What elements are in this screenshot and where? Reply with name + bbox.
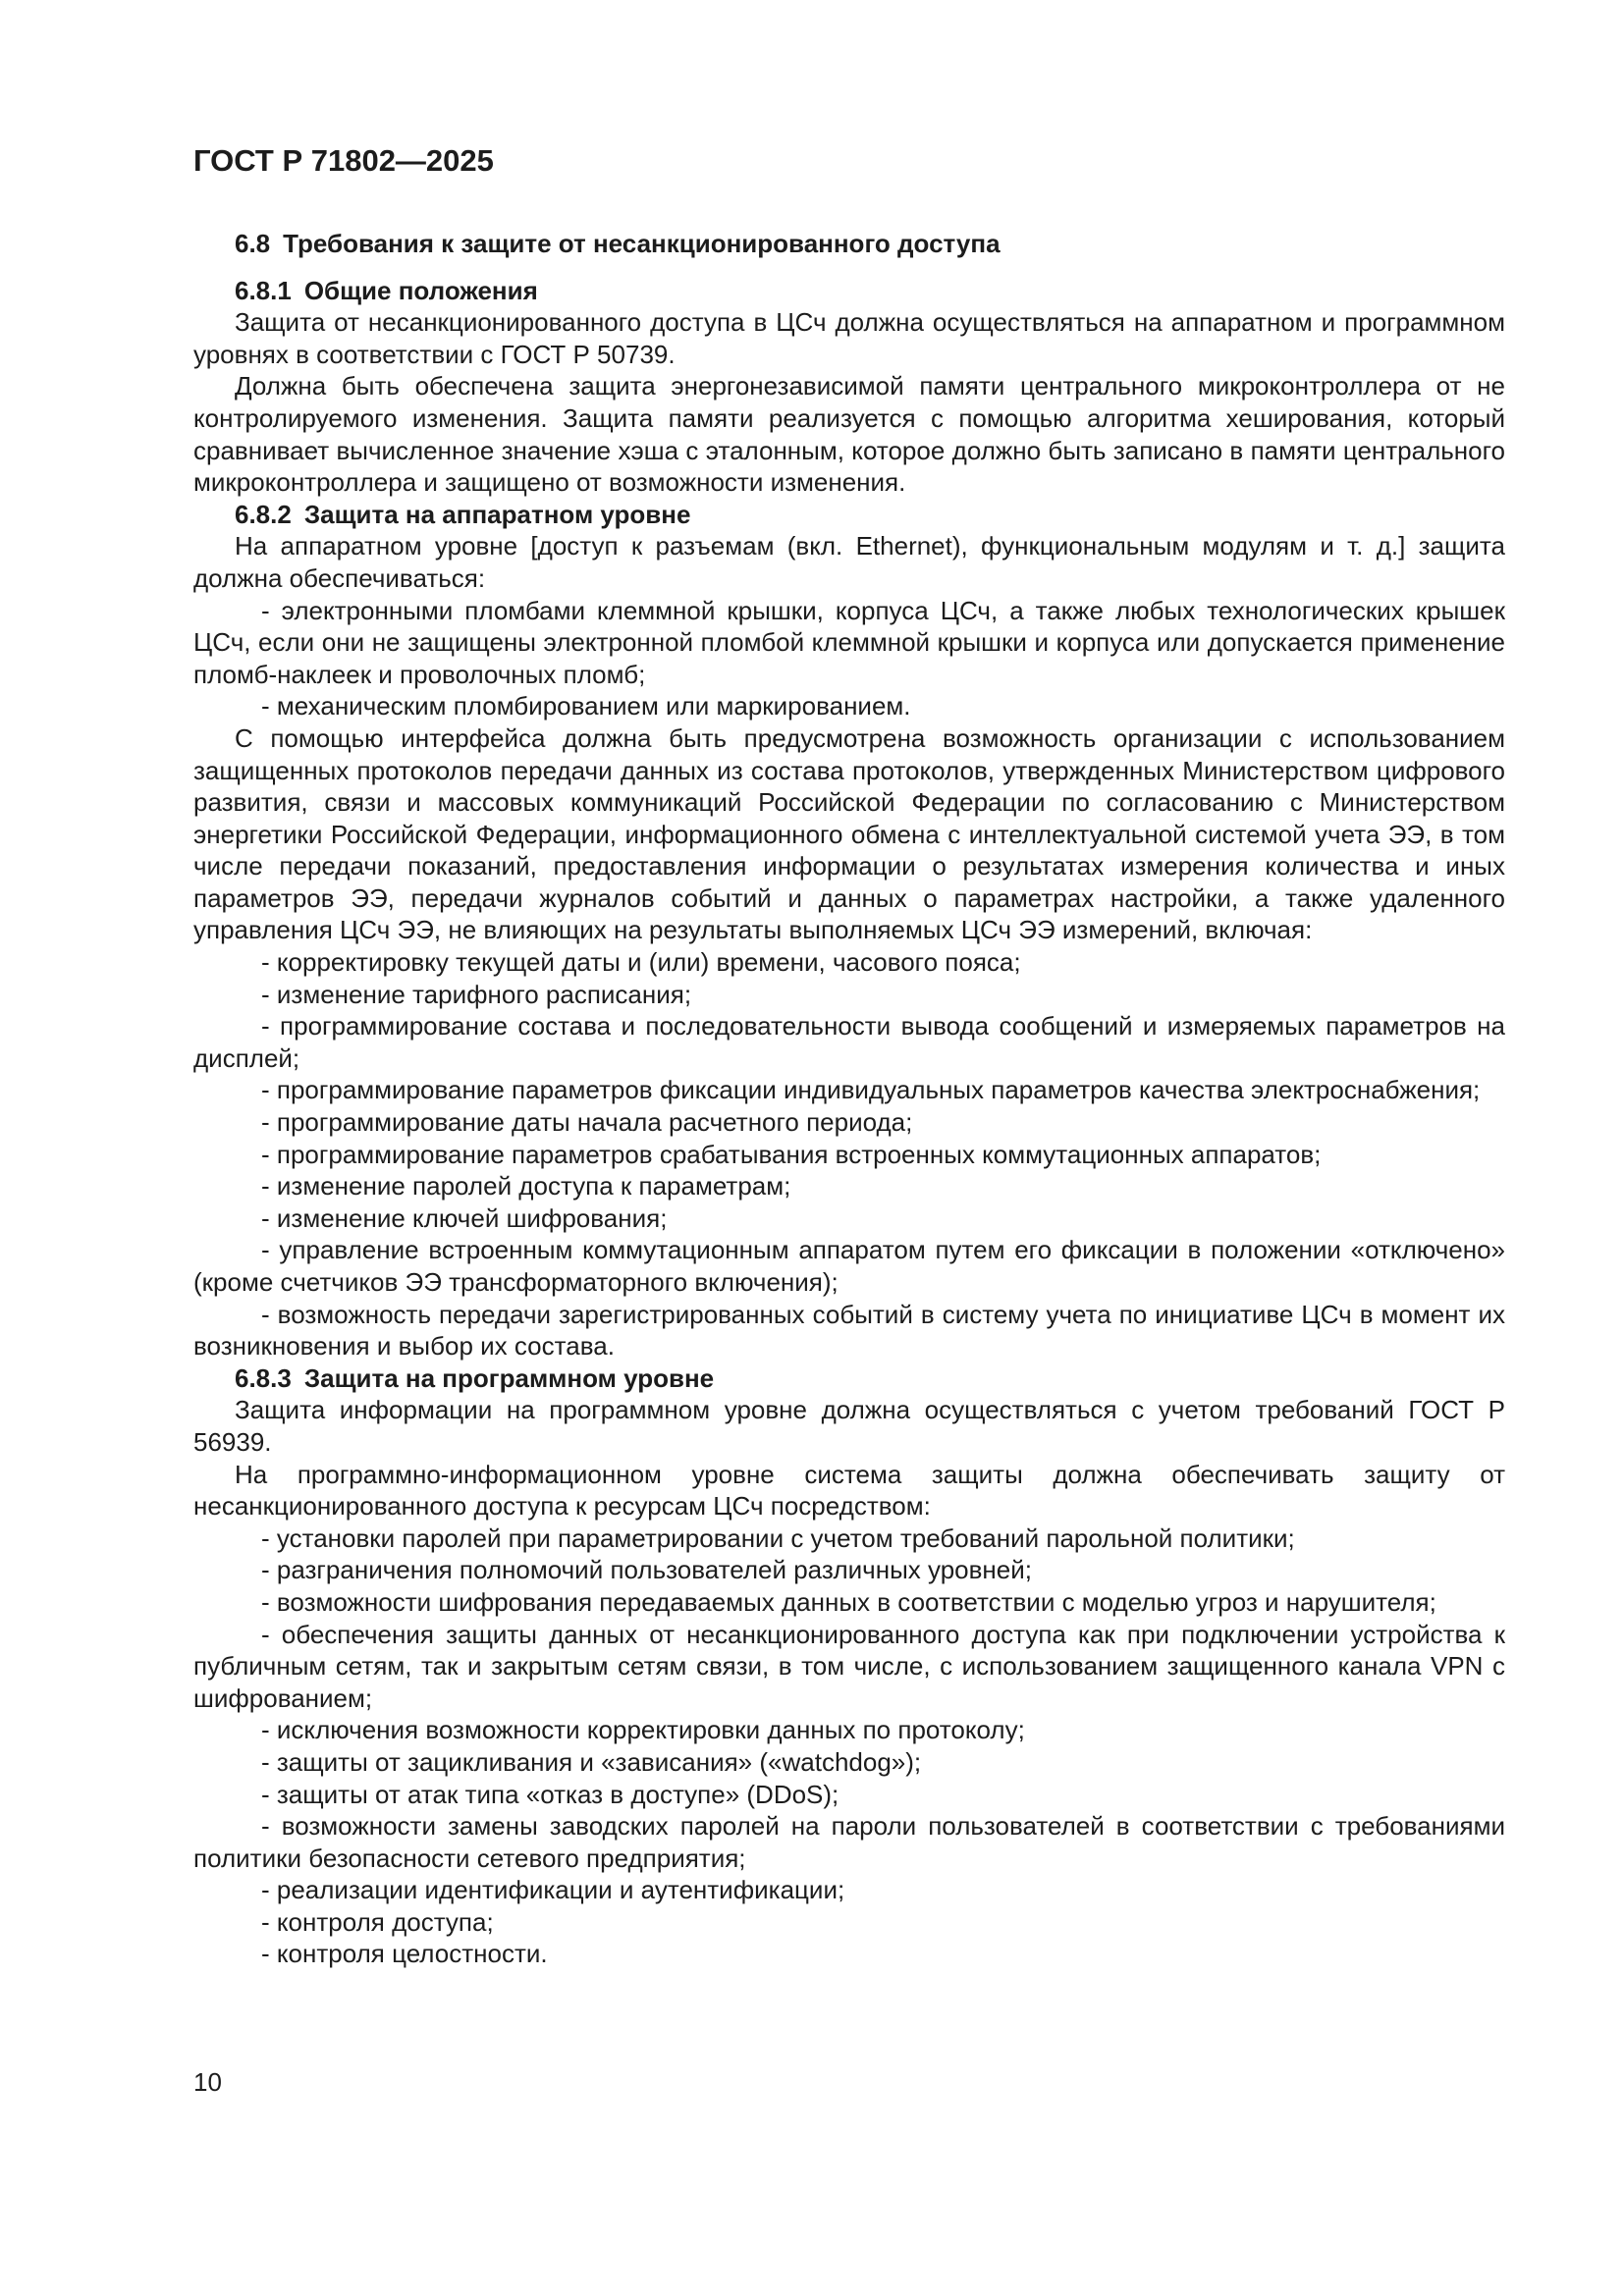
- paragraph: На аппаратном уровне [доступ к разъемам (вкл. Ethernet), функциональным модулям и т. д.] защита должна обеспечиваться:: [193, 531, 1505, 593]
- list-item: - установки паролей при параметрировании с учетом требований парольной политики;: [261, 1522, 1295, 1553]
- list-item: - исключения возможности корректировки данных по протоколу;: [261, 1715, 1025, 1745]
- list-item: - реализации идентификации и аутентификации;: [261, 1875, 845, 1905]
- list-item: - корректировку текущей даты и (или) времени, часового пояса;: [261, 947, 1021, 978]
- paragraph: Защита от несанкционированного доступа в ЦСч должна осуществляться на аппаратном и программном уровнях в соответствии с ГОСТ Р 50739.: [193, 307, 1505, 369]
- list-item: - изменение паролей доступа к параметрам;: [261, 1171, 791, 1201]
- page-number: 10: [193, 2067, 222, 2097]
- list-item: - возможности замены заводских паролей на пароли пользователей в соответствии с требованиями политики безопасности сетевого предприятия;: [193, 1811, 1505, 1873]
- section-heading: [193, 228, 1505, 260]
- list-item: - программирование состава и последовательности вывода сообщений и измеряемых параметров на дисплей;: [193, 1011, 1505, 1073]
- list-item: - механическим пломбированием или маркированием.: [261, 691, 911, 721]
- list-item: - изменение ключей шифрования;: [261, 1202, 668, 1233]
- subsection-number: 6.8.2: [235, 499, 292, 529]
- list-item: - возможность передачи зарегистрированных событий в систему учета по инициативе ЦСч в момент их возникновения и выбор их состава.: [193, 1299, 1505, 1362]
- list-item: - защиты от зацикливания и «зависания» («watchdog»);: [261, 1746, 922, 1777]
- list-item: - управление встроенным коммутационным аппаратом путем его фиксации в положении «отключено» (кроме счетчиков ЭЭ трансформаторного включения);: [193, 1235, 1505, 1297]
- list-item: - обеспечения защиты данных от несанкционированного доступа как при подключении устройства к публичным сетям, так и закрытым сетям связи, в том числе, с использованием защищенного канала VPN с шифрованием;: [193, 1619, 1505, 1713]
- document-body: [193, 228, 1505, 1970]
- paragraph: Защита информации на программном уровне должна осуществляться с учетом требований ГОСТ Р 56939.: [193, 1395, 1505, 1457]
- list-item: - разграничения полномочий пользователей различных уровней;: [261, 1555, 1032, 1585]
- paragraph: С помощью интерфейса должна быть предусмотрена возможность организации с использованием защищенных протоколов передачи данных из состава протоколов, утвержденных Министерством цифрового развития, связи и массовых коммуникаций Российской Федерации по согласованию с Министерством энергетики Российской Федерации, информационного обмена с интеллектуальной системой учета ЭЭ, в том числе передачи показаний, предоставления информации о результатах измерения количества и иных параметров ЭЭ, передачи журналов событий и данных о параметрах настройки, а также удаленного управления ЦСч ЭЭ, не влияющих на результаты выполняемых ЦСч ЭЭ измерений, включая:: [193, 722, 1505, 945]
- list-item: - электронными пломбами клеммной крышки, корпуса ЦСч, а также любых технологических крышек ЦСч, если они не защищены электронной пломбой клеммной крышки и корпуса или допускается применение пломб-наклеек и проволочных пломб;: [193, 595, 1505, 689]
- subsection-number: 6.8.3: [235, 1362, 292, 1393]
- list-item: - изменение тарифного расписания;: [261, 979, 692, 1009]
- section-number: 6.8: [235, 229, 271, 258]
- list-item: - контроля доступа;: [261, 1906, 494, 1937]
- subsection-heading: [193, 1362, 1505, 1395]
- subsection-heading: [193, 275, 1505, 307]
- paragraph: На программно-информационном уровне система защиты должна обеспечивать защиту от несанкционированного доступа к ресурсам ЦСч посредством:: [193, 1459, 1505, 1522]
- list-item: - программирование параметров срабатывания встроенных коммутационных аппаратов;: [261, 1139, 1322, 1169]
- list-item: - контроля целостности.: [261, 1939, 548, 1969]
- subsection-heading: [193, 499, 1505, 531]
- paragraph: Должна быть обеспечена защита энергонезависимой памяти центрального микроконтроллера от не контролируемого изменения. Защита памяти реализуется с помощью алгоритма хеширования, который сравнивает вычисленное значение хэша с эталонным, которое должно быть записано в памяти центрального микроконтроллера и защищено от возможности изменения.: [193, 371, 1505, 498]
- list-item: - программирование даты начала расчетного периода;: [261, 1107, 913, 1138]
- subsection-title: Защита на программном уровне: [303, 1362, 715, 1393]
- list-item: - возможности шифрования передаваемых данных в соответствии с моделью угроз и нарушителя;: [261, 1586, 1436, 1617]
- list-item: - защиты от атак типа «отказ в доступе» (DDoS);: [261, 1779, 839, 1809]
- section-title: Требования к защите от несанкционированного доступа: [283, 229, 1001, 258]
- subsection-title: Защита на аппаратном уровне: [303, 499, 691, 529]
- subsection-number: 6.8.1: [235, 275, 292, 305]
- subsection-title: Общие положения: [303, 275, 538, 305]
- running-header: ГОСТ Р 71802—2025: [193, 143, 494, 178]
- list-item: - программирование параметров фиксации индивидуальных параметров качества электроснабжения;: [261, 1075, 1481, 1105]
